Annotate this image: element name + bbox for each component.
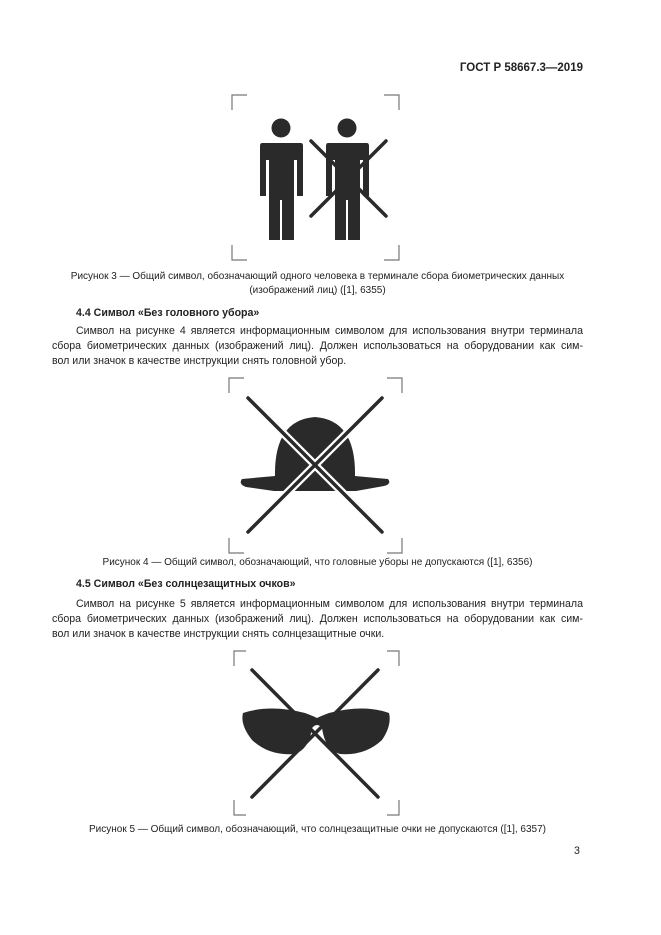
frame-corners-icon: [232, 95, 399, 260]
figure-5-no-sunglasses-icon: [234, 651, 399, 815]
section-4-4-heading: 4.4 Символ «Без головного убора»: [76, 307, 260, 319]
section-4-5-text-line: Символ на рисунке 5 является информационным символом для использования внутри терминала: [76, 598, 583, 610]
section-4-5-text-line: сбора биометрических данных (изображений лиц). Должен использоваться на оборудовании как сим-: [52, 613, 583, 625]
section-4-4-text-line: сбора биометрических данных (изображений лиц). Должен использоваться на оборудовании как сим-: [52, 340, 583, 352]
section-4-4-text-line: вол или значок в качестве инструкции снять головной убор.: [52, 355, 347, 367]
figure-4-caption: Рисунок 4 — Общий символ, обозначающий, что головные уборы не допускаются ([1], 6356): [102, 557, 533, 568]
section-4-5-heading: 4.5 Символ «Без солнцезащитных очков»: [76, 578, 296, 590]
page-number: 3: [574, 845, 580, 857]
section-4-5-text-line: вол или значок в качестве инструкции снять солнцезащитные очки.: [52, 628, 385, 640]
figure-5-caption: Рисунок 5 — Общий символ, обозначающий, что солнцезащитные очки не допускаются ([1], 6357): [88, 824, 546, 835]
document-id: ГОСТ Р 58667.3—2019: [459, 62, 583, 74]
figure-3-single-person-icon: [232, 95, 399, 260]
figure-4-no-headwear-icon: [229, 378, 402, 553]
figure-3-caption-line-1: Рисунок 3 — Общий символ, обозначающий одного человека в терминале сбора биометрических данных: [70, 271, 565, 282]
figure-3-caption-line-2: (изображений лиц) ([1], 6355): [249, 285, 386, 296]
section-4-4-text-line: Символ на рисунке 4 является информационным символом для использования внутри терминала: [76, 325, 583, 337]
